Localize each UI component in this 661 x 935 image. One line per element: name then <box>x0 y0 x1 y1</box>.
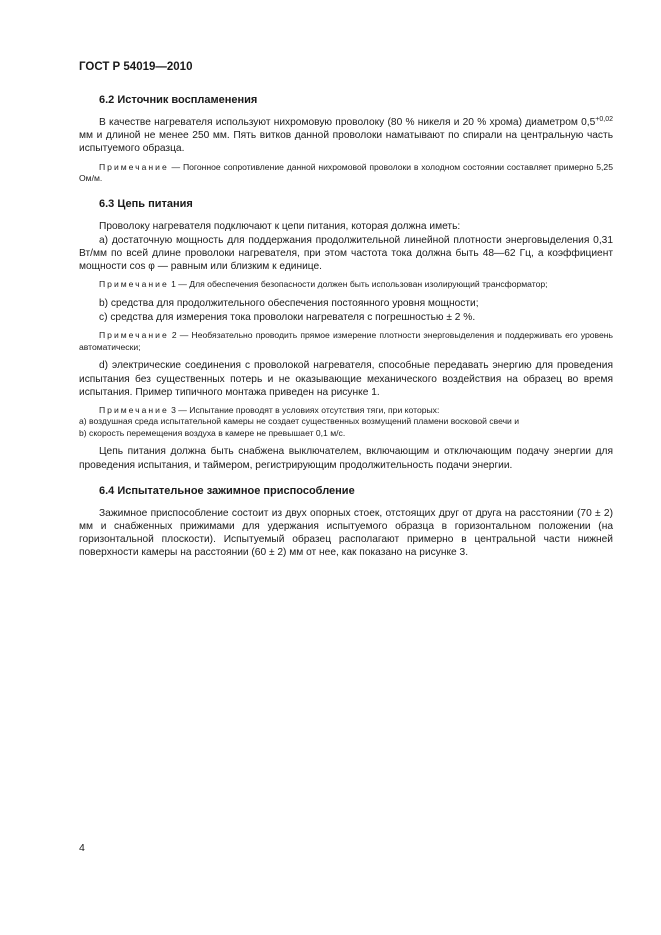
note-label: Примечание <box>99 330 169 341</box>
section-6-4-paragraph: Зажимное приспособление состоит из двух опорных стоек, отстоящих друг от друга на расстоянии (70 ± 2) мм и снабженных прижимами для удержания испытуемого образца в горизонтальном положении (на горизонтальной плоскости). Испытуемый образец располагают примерно в центральной части нижней поверхности камеры на расстоянии (60 ± 2) мм от нее, как показано на рисунке 3. <box>79 507 613 559</box>
section-6-3-title: 6.3 Цепь питания <box>99 197 193 210</box>
note-3 <box>79 405 613 417</box>
section-6-3 <box>79 197 613 472</box>
list-item-b: b) средства для продолжительного обеспечения постоянного уровня мощности; <box>99 297 479 309</box>
paragraph-text: В качестве нагревателя используют нихромовую проволоку (80 % никеля и 20 % хрома) диаметром 0,5 <box>99 117 596 128</box>
section-6-2-title: 6.2 Источник воспламенения <box>99 94 258 106</box>
note-text: 1 — Для обеспечения безопасности должен быть использован изолирующий трансформатор; <box>168 279 548 290</box>
note-2 <box>79 330 613 353</box>
section-6-3-closing: Цепь питания должна быть снабжена выключателем, включающим и отключающим подачу энергии для проведения испытания, и таймером, регистрирующим продолжительность подачи энергии. <box>79 446 613 471</box>
note-3-item-a: а) воздушная среда испытательной камеры не создает существенных возмущений пламени восковой свечи и <box>79 416 520 427</box>
note-1 <box>79 279 613 291</box>
section-6-3-intro: Проволоку нагревателя подключают к цепи питания, которая должна иметь: <box>99 220 461 232</box>
note-text: 2 — Необязательно проводить прямое измерение плотности энерговыделения и поддерживать его уровень автоматически; <box>79 330 613 352</box>
section-6-2-paragraph <box>79 116 613 156</box>
note-3-item-b: b) скорость перемещения воздуха в камере не превышает 0,1 м/с. <box>79 427 346 438</box>
document-header: ГОСТ Р 54019—2010 <box>79 61 193 73</box>
paragraph-text: мм и длиной не менее 250 мм. Пять витков данной проволоки наматывают по спирали на центральную часть испытуемого образца. <box>79 130 613 155</box>
section-6-2 <box>79 93 613 185</box>
list-item-a: а) достаточную мощность для поддержания продолжительной линейной плотности энерговыделения 0,31 Вт/мм по всей длине проволоки нагревателя, при этом частота тока должна быть 48—62 Гц, а коэффициент мощности cos φ — равным или близким к единице. <box>79 234 613 273</box>
note-text: — Погонное сопротивление данной нихромовой проволоки в холодном состоянии составляет примерно 5,25 Ом/м. <box>79 161 613 184</box>
document-body <box>79 93 613 566</box>
section-6-4-title: 6.4 Испытательное зажимное приспособление <box>99 484 355 497</box>
page-number: 4 <box>79 842 85 854</box>
diameter-tolerance: +0,02 <box>595 116 613 123</box>
note-label: Примечание <box>99 161 169 172</box>
note-label: Примечание <box>99 404 169 415</box>
note-label: Примечание <box>99 279 169 290</box>
list-item-c: с) средства для измерения тока проволоки нагревателя с погрешностью ± 2 %. <box>99 312 476 324</box>
section-6-4 <box>79 484 613 560</box>
note-6-2 <box>79 162 613 185</box>
note-text: 3 — Испытание проводят в условиях отсутствия тяги, при которых: <box>168 404 440 415</box>
list-item-d: d) электрические соединения с проволокой нагревателя, способные передавать энергию для проведения испытания без существенных потерь и не оказывающие механического воздействия на образец во время испытания. Пример типичного монтажа приведен на рисунке 1. <box>79 360 613 398</box>
